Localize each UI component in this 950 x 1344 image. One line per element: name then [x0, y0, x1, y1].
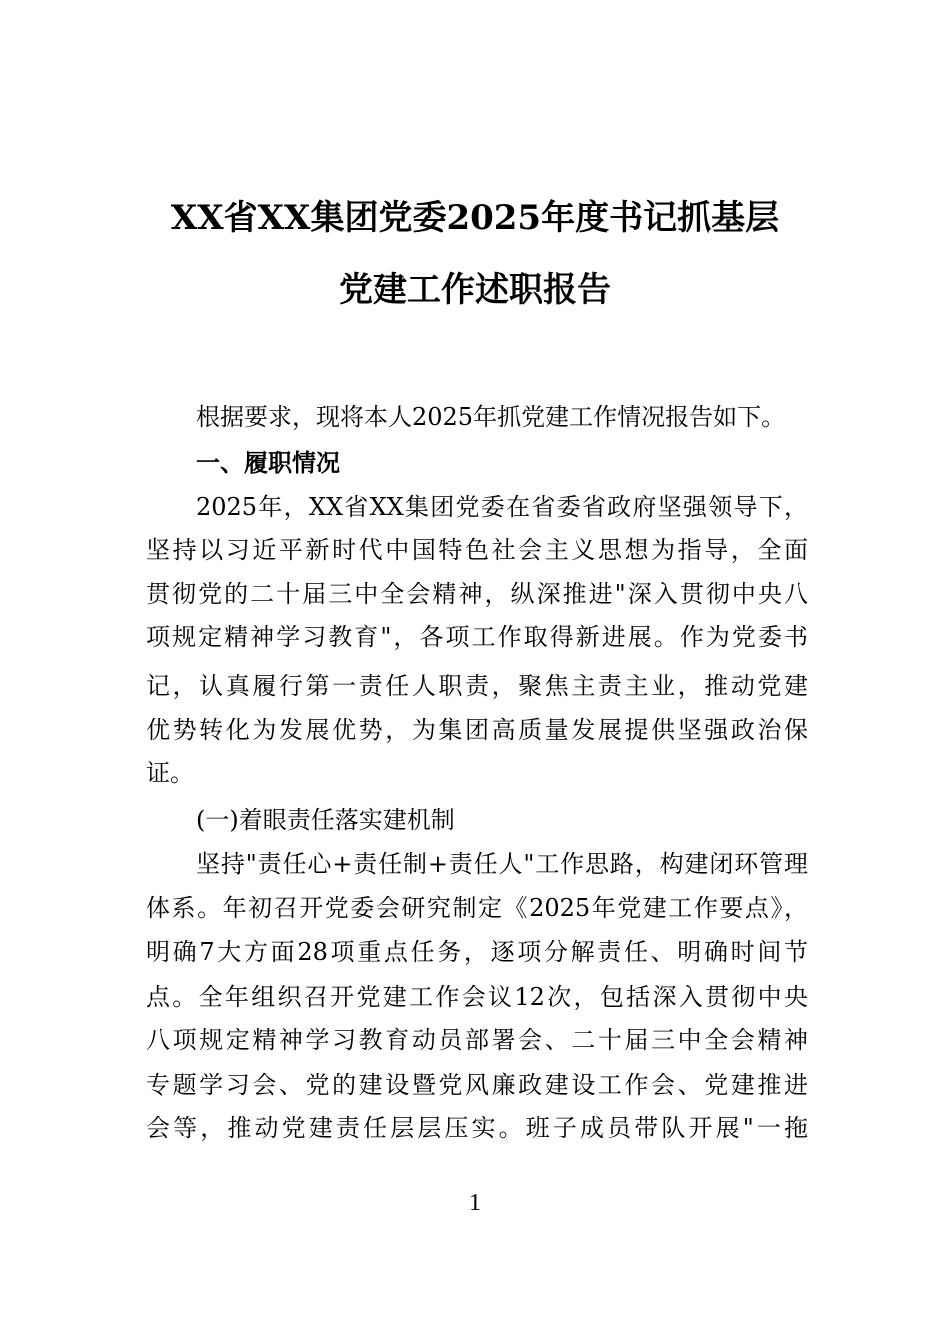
paragraph-line: 项规定精神学习教育"，各项工作取得新进展。作为党委书 — [146, 623, 808, 651]
paragraph-line: 会等，推动党建责任层层压实。班子成员带队开展"一拖 — [146, 1114, 808, 1142]
paragraph-line: 坚持以习近平新时代中国特色社会主义思想为指导，全面 — [146, 536, 808, 564]
paragraph-line: 专题学习会、党的建设暨党风廉政建设工作会、党建推进 — [146, 1071, 808, 1099]
document-title-line-2: 党建工作述职报告 — [339, 270, 611, 310]
paragraph-line: 2025年，XX省XX集团党委在省委省政府坚强领导下， — [196, 493, 808, 521]
paragraph-line: 记，认真履行第一责任人职责，聚焦主责主业，推动党建 — [146, 672, 808, 700]
paragraph-line: 坚持"责任心+责任制+责任人"工作思路，构建闭环管理 — [196, 850, 808, 878]
intro-paragraph: 根据要求，现将本人2025年抓党建工作情况报告如下。 — [196, 403, 786, 431]
section-heading: 一、履职情况 — [196, 449, 340, 477]
paragraph-line: 贯彻党的二十届三中全会精神，纵深推进"深入贯彻中央八 — [146, 580, 808, 608]
subsection-heading: (一)着眼责任落实建机制 — [196, 806, 455, 834]
paragraph-line: 体系。年初召开党委会研究制定《2025年党建工作要点》， — [146, 894, 808, 922]
page-number: 1 — [469, 1190, 481, 1216]
document-title-line-1: XX省XX集团党委2025年度书记抓基层 — [170, 198, 780, 238]
paragraph-line: 优势转化为发展优势，为集团高质量发展提供坚强政治保 — [146, 716, 808, 744]
paragraph-line: 八项规定精神学习教育动员部署会、二十届三中全会精神 — [146, 1026, 808, 1054]
paragraph-line: 点。全年组织召开党建工作会议12次，包括深入贯彻中央 — [146, 983, 808, 1011]
paragraph-line: 证。 — [146, 759, 194, 787]
paragraph-line: 明确7大方面28项重点任务，逐项分解责任、明确时间节 — [146, 938, 808, 966]
